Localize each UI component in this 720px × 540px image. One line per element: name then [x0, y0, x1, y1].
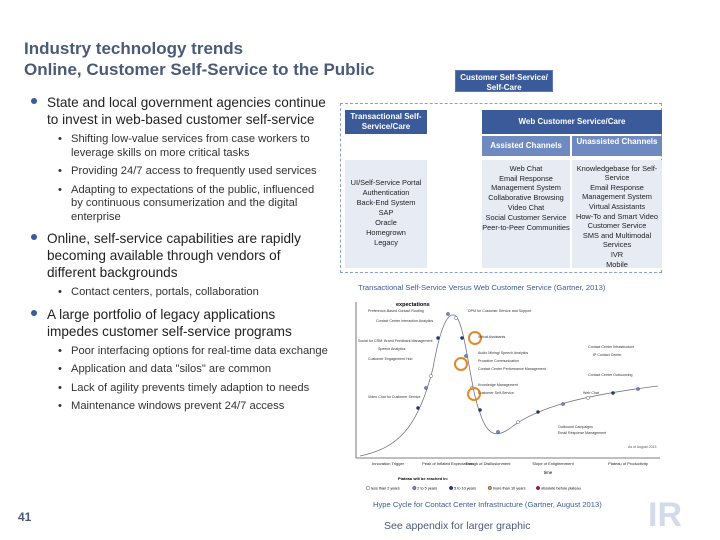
hype-label: Social for CRM: Brand Feedback Management — [358, 339, 433, 343]
bullet-3: A large portfolio of legacy applications impedes customer self-service programs — [28, 306, 328, 340]
hype-label: Outbound Campaigns — [558, 425, 593, 429]
list-item: Mobile — [606, 260, 628, 269]
list-item: Email Response Management System — [582, 183, 652, 201]
phase-label: Trough of Disillusionment — [465, 461, 511, 466]
technology-marker — [429, 374, 432, 377]
phase-label: Plateau of Productivity — [608, 461, 648, 466]
list-item: IVR — [610, 250, 624, 259]
sub-bullets-1 — [28, 133, 328, 224]
list-item: Knowledgebase for Self-Service — [576, 164, 658, 182]
legend-marker — [413, 486, 417, 490]
technology-marker — [636, 387, 639, 390]
legend-marker — [488, 486, 492, 490]
list-item: Authentication — [362, 188, 410, 197]
hype-label: Preference-Based Contact Routing — [368, 309, 424, 313]
technology-marker — [436, 336, 439, 339]
assisted-list — [482, 160, 570, 268]
hype-label: IP Contact Center — [593, 353, 622, 357]
svg-text:IR: IR — [648, 496, 682, 534]
hype-label: Audio Mining/ Speech Analytics — [478, 351, 529, 355]
technology-marker — [611, 391, 614, 394]
unassisted-list — [572, 160, 662, 268]
hype-label: Proactive Communication — [478, 359, 519, 363]
highlight-ring — [455, 358, 467, 370]
y-axis-label: expectations — [396, 302, 430, 308]
hype-label: Virtual Assistants — [478, 335, 506, 339]
technology-marker — [464, 354, 467, 357]
page-number: 41 — [18, 510, 32, 524]
sub-bullet: • Adapting to expectations of the public, influenced by continuous consumerization and the digital enterprise — [28, 184, 328, 225]
legend-label: more than 10 years — [492, 486, 526, 491]
hype-label: Contact Center Performance Management — [478, 367, 546, 371]
x-axis-label: time — [543, 470, 553, 475]
technology-marker — [460, 336, 463, 339]
hype-label: Video Chat for Customer Service — [368, 395, 421, 399]
phase-label: Slope of Enlightenment — [532, 461, 574, 466]
list-item: Web Chat — [509, 164, 543, 173]
legend-marker — [449, 486, 453, 490]
right-labels — [468, 309, 634, 435]
taxonomy-caption: Transactional Self-Service Versus Web Customer Service (Gartner, 2013) — [358, 283, 606, 292]
sub-bullet: • Maintenance windows prevent 24/7 access — [28, 400, 328, 414]
phase-labels — [372, 461, 648, 466]
transactional-list — [345, 160, 427, 268]
hype-cycle-figure — [338, 298, 662, 500]
legend-marker — [366, 486, 370, 490]
sub-bullet: • Shifting low-value services from case workers to leverage skills on more critical tasks — [28, 133, 328, 160]
assisted-channels-header: Assisted Channels — [482, 136, 570, 156]
transactional-header: Transactional Self-Service/Care — [345, 110, 427, 134]
title-line-1: Industry technology trends — [24, 39, 244, 58]
hype-label: Customer Self-Service — [478, 391, 514, 395]
technology-marker — [416, 406, 419, 409]
technology-marker — [586, 396, 589, 399]
hype-label: Contact Center Infrastructure — [588, 345, 635, 349]
list-item: Collaborative Browsing — [488, 193, 564, 202]
hype-label: Knowledge Management — [478, 383, 518, 387]
legend-label: less than 2 years — [371, 486, 400, 491]
hype-label: Web Chat — [583, 391, 599, 395]
unassisted-channels-header: Unassisted Channels — [572, 136, 662, 156]
list-item: Legacy — [374, 238, 398, 247]
technology-marker — [446, 312, 449, 315]
list-item: Homegrown — [366, 228, 406, 237]
list-item: SAP — [378, 208, 394, 217]
list-item: SMS and Multimodal Services — [582, 231, 652, 249]
sub-bullets-2 — [28, 286, 328, 300]
technology-marker — [454, 316, 457, 319]
bullet-1: State and local government agencies continue to invest in web-based customer self-service — [28, 94, 328, 128]
slide-title — [24, 38, 374, 80]
bullet-2: Online, self-service capabilities are rapidly becoming available through vendors of different backgrounds — [28, 230, 328, 281]
technology-marker — [561, 402, 564, 405]
technology-marker — [536, 410, 539, 413]
list-item: Peer-to-Peer Communities — [482, 223, 570, 232]
list-item: Video Chat — [507, 203, 545, 212]
legend-label: obsolete before plateau — [541, 486, 581, 491]
sub-bullet: • Application and data "silos" are common — [28, 363, 328, 377]
legend — [366, 486, 581, 490]
technology-marker — [424, 386, 427, 389]
legend-label: 5 to 10 years — [454, 486, 477, 491]
watermark-logo — [648, 494, 708, 534]
hype-label: Contact Center Outsourcing — [588, 373, 633, 377]
title-line-2: Online, Customer Self-Service to the Public — [24, 60, 375, 79]
legend-label: 2 to 5 years — [417, 486, 438, 491]
legend-marker — [536, 486, 540, 490]
sub-bullet: • Contact centers, portals, collaboration — [28, 286, 328, 300]
as-of-date: As of August 2013 — [628, 445, 657, 449]
technology-marker — [516, 420, 519, 423]
sub-bullet: • Poor interfacing options for real-time data exchange — [28, 345, 328, 359]
hype-label: Speech Analytics — [378, 347, 406, 351]
web-customer-service-header: Web Customer Service/Care — [482, 110, 662, 134]
legend-title: Plateau will be reached in: — [398, 476, 449, 481]
appendix-note: See appendix for larger graphic — [384, 520, 531, 532]
sub-bullets-3 — [28, 345, 328, 414]
sub-bullet: • Lack of agility prevents timely adaption to needs — [28, 382, 328, 396]
list-item: How-To and Smart Video Customer Service — [575, 212, 659, 230]
customer-self-service-header: Customer Self-Service/ Self-Care — [455, 70, 553, 92]
list-item: Email Response Management System — [491, 174, 561, 192]
list-item: Back-End System — [356, 198, 416, 207]
list-item: Virtual Assistants — [588, 202, 646, 211]
list-item: UI/Self-Service Portal — [350, 178, 422, 187]
sub-bullet: • Providing 24/7 access to frequently used services — [28, 165, 328, 179]
bullet-list — [28, 94, 328, 420]
left-labels — [358, 309, 433, 399]
phase-label: Peak of Inflated Expectations — [422, 461, 474, 466]
hype-caption: Hype Cycle for Contact Center Infrastructure (Gartner, August 2013) — [373, 500, 602, 509]
hype-label: Customer Engagement Hub — [368, 357, 413, 361]
technology-marker — [478, 408, 481, 411]
hype-label: Contact Center Interaction Analytics — [376, 319, 434, 323]
list-item: Oracle — [375, 218, 397, 227]
list-item: Social Customer Service — [485, 213, 567, 222]
hype-label: Email Response Management — [558, 431, 607, 435]
hype-label: DPM for Customer Service and Support — [468, 309, 532, 313]
technology-marker — [496, 430, 499, 433]
phase-label: Innovation Trigger — [371, 461, 405, 466]
